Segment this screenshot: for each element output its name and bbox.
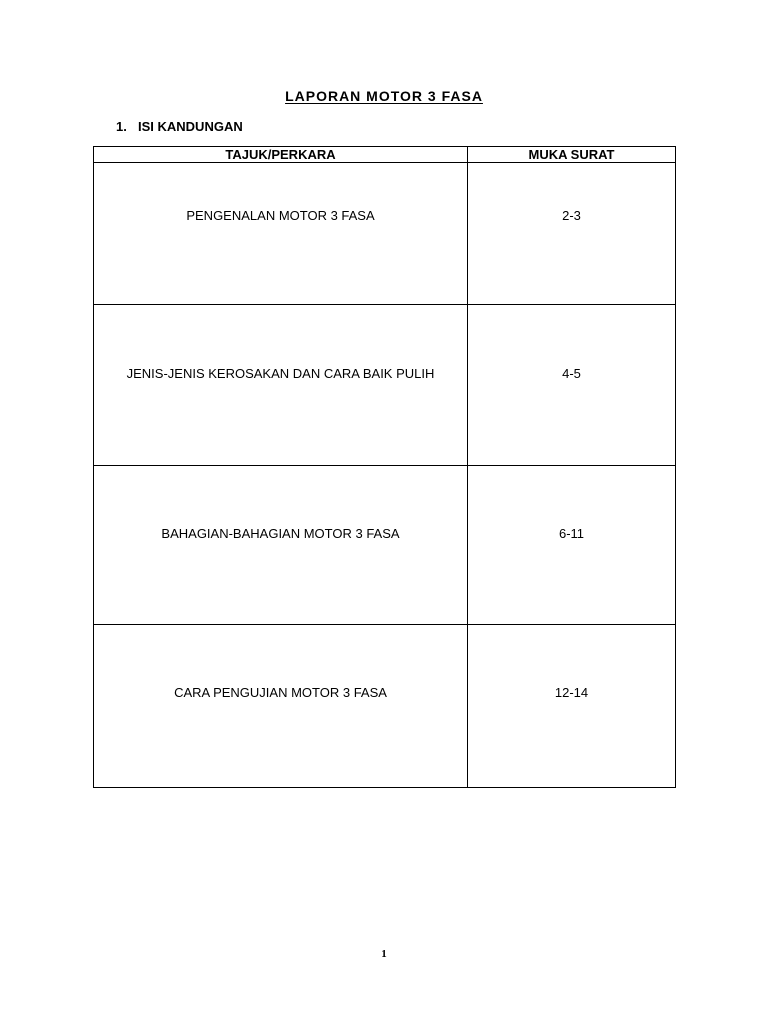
topic-cell: [94, 305, 468, 466]
topic-text: PENGENALAN MOTOR 3 FASA: [186, 208, 375, 223]
page-cell: [468, 625, 676, 788]
table-row: [94, 305, 676, 466]
section-heading: [116, 119, 243, 134]
table-header-row: [94, 147, 676, 163]
section-number: 1.: [116, 119, 127, 134]
table-row: [94, 163, 676, 305]
header-page: MUKA SURAT: [468, 147, 676, 163]
page-text: 2-3: [562, 208, 581, 223]
page-text: 4-5: [562, 366, 581, 381]
topic-cell: [94, 625, 468, 788]
topic-text: CARA PENGUJIAN MOTOR 3 FASA: [174, 685, 387, 700]
section-heading-text: ISI KANDUNGAN: [138, 119, 243, 134]
page-cell: [468, 305, 676, 466]
topic-text: JENIS-JENIS KEROSAKAN DAN CARA BAIK PULIH: [126, 366, 435, 381]
header-topic: TAJUK/PERKARA: [94, 147, 468, 163]
page-text: 12-14: [554, 685, 589, 700]
table-row: [94, 466, 676, 625]
topic-text: BAHAGIAN-BAHAGIAN MOTOR 3 FASA: [161, 526, 400, 541]
topic-cell: [94, 466, 468, 625]
page-text: 6-11: [558, 526, 585, 541]
page-cell: [468, 163, 676, 305]
page-cell: [468, 466, 676, 625]
document-title: LAPORAN MOTOR 3 FASA: [285, 88, 483, 104]
page-number: 1: [381, 948, 387, 960]
table-row: [94, 625, 676, 788]
topic-cell: [94, 163, 468, 305]
table-of-contents: [93, 146, 676, 788]
